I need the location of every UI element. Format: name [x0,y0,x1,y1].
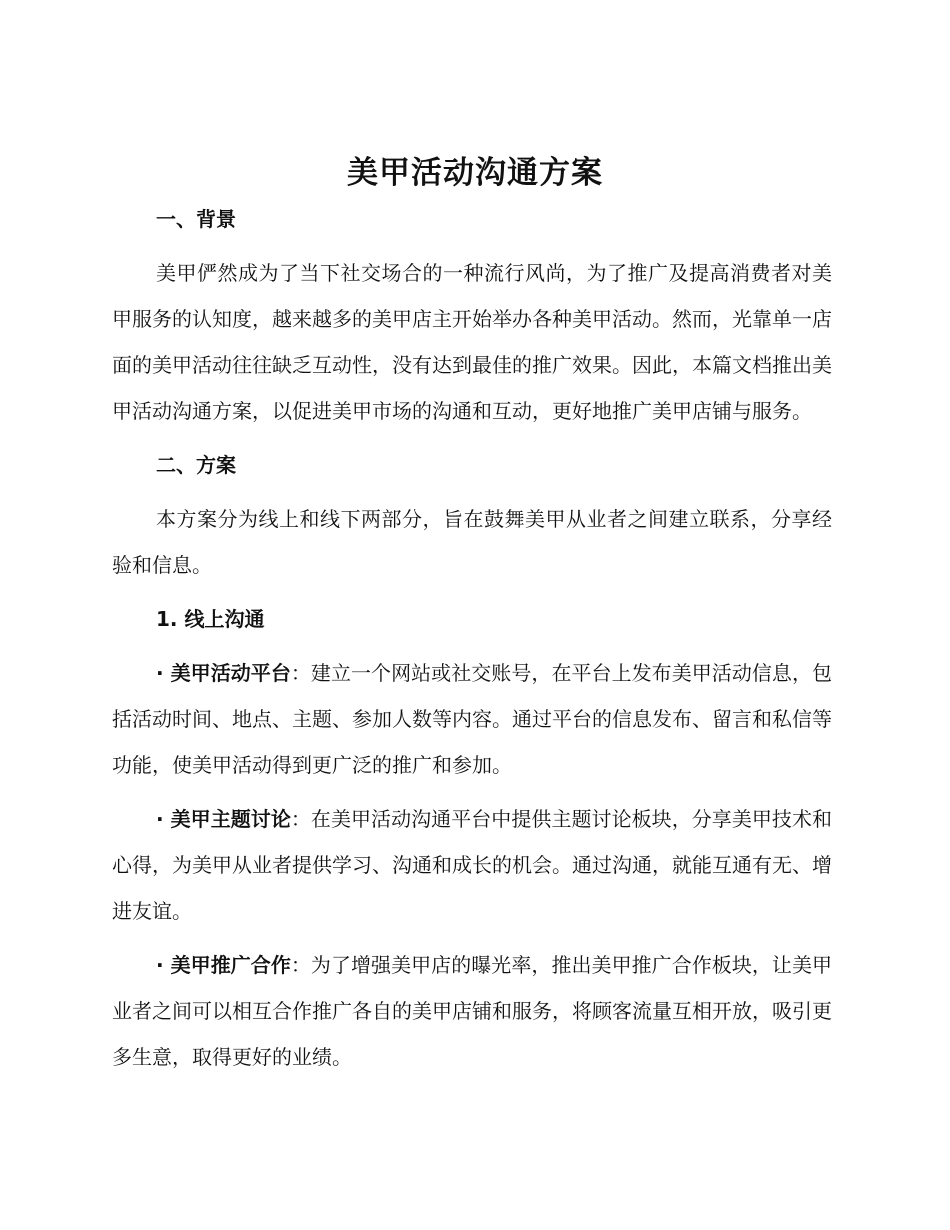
section-heading-background: 一、背景 [156,207,236,231]
background-paragraph: 美甲俨然成为了当下社交场合的一种流行风尚，为了推广及提高消费者对美甲服务的认知度，越来越多的美甲店主开始举办各种美甲活动。然而，光靠单一店面的美甲活动往往缺乏互动性，没有达到最佳的推广效果。因此，本篇文档推出美甲活动沟通方案，以促进美甲市场的沟通和互动，更好地推广美甲店铺与服务。 [112,261,832,423]
bullet-text: ：为了增强美甲店的曝光率，推出美甲推广合作板块，让美甲业者之间可以相互合作推广各自的美甲店铺和服务，将顾客流量互相开放，吸引更多生意，取得更好的业绩。 [112,953,833,1069]
bullet-title: · 美甲主题讨论 [156,807,291,831]
bullet-item-platform [112,650,832,788]
bullet-text: ：建立一个网站或社交账号，在平台上发布美甲活动信息，包括活动时间、地点、主题、参加人数等内容。通过平台的信息发布、留言和私信等功能，使美甲活动得到更广泛的推广和参加。 [112,661,833,777]
document-body [112,196,832,1080]
subsection-heading-online: 1. 线上沟通 [156,607,265,631]
bullet-item-promotion [112,942,832,1080]
bullet-title: · 美甲推广合作 [156,953,291,977]
plan-paragraph: 本方案分为线上和线下两部分，旨在鼓舞美甲从业者之间建立联系，分享经验和信息。 [112,507,832,577]
section-heading-plan: 二、方案 [156,453,236,477]
document-title: 美甲活动沟通方案 [347,155,603,191]
bullet-text: ：在美甲活动沟通平台中提供主题讨论板块，分享美甲技术和心得，为美甲从业者提供学习、沟通和成长的机会。通过沟通，就能互通有无、增进友谊。 [112,807,833,923]
bullet-title: · 美甲活动平台 [156,661,291,685]
bullet-item-discussion [112,796,832,934]
